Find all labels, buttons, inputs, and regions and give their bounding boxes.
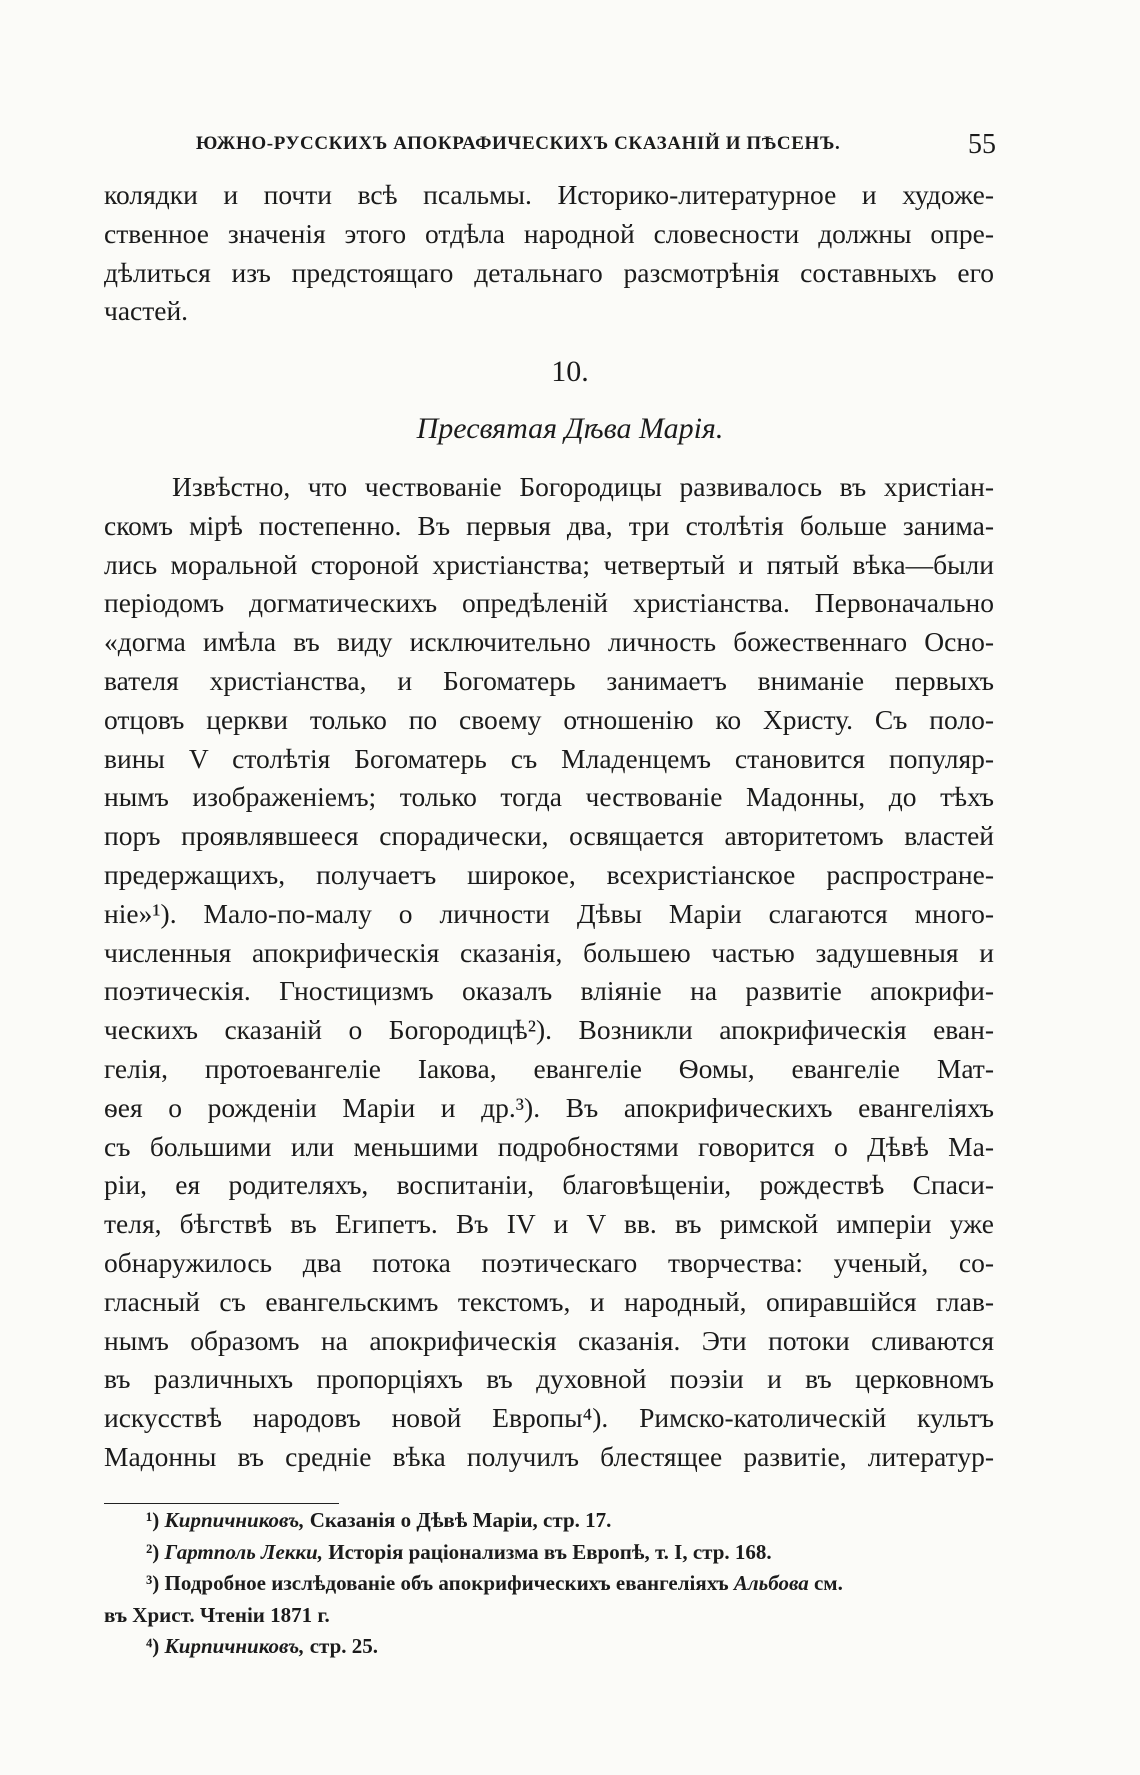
intro-paragraph [104, 176, 994, 331]
page-header [196, 129, 996, 165]
text-line: колядки и почти всѣ псальмы. Историко-литературное и художе- [104, 179, 994, 210]
text-line: дѣлиться изъ предстоящаго детальнаго разсмотрѣнія составныхъ его [104, 256, 994, 288]
text-line: періодомъ догматическихъ опредѣленій христіанства. Первоначально [104, 587, 994, 619]
body-paragraph [104, 468, 994, 1477]
text-line: численныя апокрифическія сказанія, большею частью задушевныя и [104, 936, 994, 968]
text-line: вины V столѣтія Богоматерь съ Младенцемъ становится популяр- [104, 742, 994, 774]
text-line: искусствѣ народовъ новой Европы⁴). Римско-католическій культъ [104, 1402, 994, 1434]
text-line: обнаружилось два потока поэтическаго творчества: ученый, со- [104, 1246, 994, 1278]
text-line: поэтическія. Гностицизмъ оказалъ вліяніе на развитіе апокрифи- [104, 975, 994, 1007]
text-line: ніе»¹). Мало-по-малу о личности Дѣвы Маріи слагаются много- [104, 897, 994, 929]
text-line: ческихъ сказаній о Богородицѣ²). Возникли апокрифическія еван- [104, 1014, 994, 1046]
footnotes [104, 1505, 994, 1663]
footnote-4 [104, 1631, 994, 1663]
text-line: гелія, протоевангеліе Іакова, евангеліе Ѳомы, евангеліе Мат- [104, 1052, 994, 1084]
footnote-text: см. [813, 1571, 843, 1595]
text-line: ріи, ея родителяхъ, воспитаніи, благовѣщеніи, рождествѣ Спаси- [104, 1169, 994, 1201]
footnote-text: Исторія раціонализма въ Европѣ, т. I, стр. 168. [328, 1539, 772, 1564]
footnote-marker: ²) [146, 1539, 160, 1564]
text-line: предержащихъ, получаетъ широкое, всехристіанское распростране- [104, 858, 994, 890]
footnote-author: Кирпичниковъ, [164, 1634, 305, 1658]
footnote-author: Альбова [733, 1571, 809, 1595]
footnote-text: Сказанія о Дѣвѣ Маріи, стр. 17. [309, 1508, 612, 1532]
footnote-3-continuation: въ Христ. Чтеніи 1871 г. [104, 1602, 330, 1627]
footnote-author: Кирпичниковъ, [164, 1508, 305, 1532]
text-line: Мадонны въ средніе вѣка получилъ блестящее развитіе, литератур- [104, 1440, 994, 1472]
text-line: нымъ образомъ на апокрифическія сказанія. Эти потоки сливаются [104, 1324, 994, 1356]
text-line: въ различныхъ пропорціяхъ въ духовной поэзіи и въ церковномъ [104, 1363, 994, 1395]
section-title: Пресвятая Дѣва Марія. [416, 412, 724, 445]
text-line: «догма имѣла въ виду исключительно личность божественнаго Осно- [104, 626, 994, 658]
running-head: ЮЖНО-РУССКИХЪ АПОКРАФИЧЕСКИХЪ СКАЗАНІЙ И ПѢСЕНЪ. [196, 133, 841, 154]
footnote-3 [104, 1568, 994, 1600]
text-line: теля, бѣгствѣ въ Египетъ. Въ IV и V вв. въ римской имперіи уже [104, 1208, 994, 1240]
text-line: лись моральной стороной христіанства; четвертый и пятый вѣка—были [104, 548, 994, 580]
text-line: Извѣстно, что чествованіе Богородицы развивалось въ христіан- [172, 471, 994, 502]
text-line: нымъ изображеніемъ; только тогда чествованіе Мадонны, до тѣхъ [104, 781, 994, 813]
page-number: 55 [968, 129, 996, 160]
text-line: частей. [104, 295, 189, 327]
text-line: съ большими или меньшими подробностями говорится о Дѣвѣ Ма- [104, 1130, 994, 1162]
footnote-marker: ¹) [146, 1508, 160, 1532]
text-line: скомъ мірѣ постепенно. Въ первыя два, три столѣтія больше занима- [104, 509, 994, 541]
footnote-author: Гартполь Лекки, [164, 1539, 323, 1564]
footnote-1 [104, 1505, 994, 1537]
footnote-marker: ⁴) [146, 1634, 160, 1658]
footnote-text: Подробное изслѣдованіе объ апокрифическихъ евангеліяхъ [164, 1571, 729, 1595]
footnote-text: стр. 25. [309, 1634, 379, 1658]
text-line: гласный съ евангельскимъ текстомъ, и народный, опиравшійся глав- [104, 1285, 994, 1317]
text-line: ственное значенія этого отдѣла народной словесности должны опре- [104, 217, 994, 249]
footnote-divider [104, 1503, 339, 1504]
text-line: вателя христіанства, и Богоматерь занимаетъ вниманіе первыхъ [104, 664, 994, 696]
text-line: отцовъ церкви только по своему отношенію ко Христу. Съ поло- [104, 703, 994, 735]
text-line: ѳея о рожденіи Маріи и др.³). Въ апокрифическихъ евангеліяхъ [104, 1091, 994, 1123]
footnote-marker: ³) [146, 1571, 160, 1595]
footnote-2 [104, 1537, 994, 1569]
text-line: поръ проявлявшееся спорадически, освящается авторитетомъ властей [104, 820, 994, 852]
section-number: 10. [551, 355, 589, 388]
